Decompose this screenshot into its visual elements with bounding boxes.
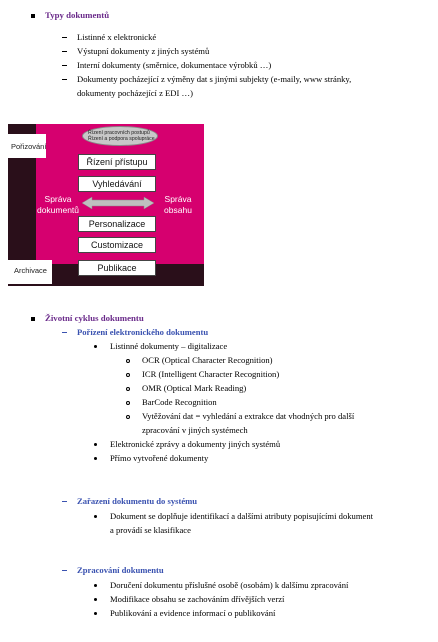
bullet-dot	[94, 515, 97, 518]
label-content-management-1: Správa	[164, 194, 192, 204]
list-item: Publikování a evidence informací o publikování	[110, 608, 276, 618]
bullet-circle	[126, 359, 130, 363]
paragraph-line: Dokument se doplňuje identifikací a dalšími atributy popisujícími dokument	[110, 511, 374, 521]
box-search: Vyhledávání	[78, 176, 156, 192]
dash-marker	[62, 51, 67, 52]
bullet-circle	[126, 415, 130, 419]
list-item: Modifikace obsahu se zachováním dřívějších verzí	[110, 594, 285, 604]
paragraph-line: a provádí se klasifikace	[110, 525, 191, 535]
bullet-dot	[94, 584, 97, 587]
bullet-dot	[94, 457, 97, 460]
dash-marker	[62, 570, 67, 571]
box-customization: Customizace	[78, 237, 156, 253]
box-access-control: Řízení přístupu	[78, 154, 156, 170]
bubble-line-1: Řízení pracovních postupů	[88, 130, 150, 136]
bullet-circle	[126, 373, 130, 377]
box-personalization: Personalizace	[78, 216, 156, 232]
list-item: ICR (Intelligent Character Recognition)	[142, 369, 280, 379]
bullet-circle	[126, 401, 130, 405]
section-title-types: Typy dokumentů	[45, 10, 110, 20]
bullet-dot	[94, 598, 97, 601]
dash-marker	[62, 332, 67, 333]
label-document-management-1: Správa	[44, 194, 72, 204]
label-content-management-2: obsahu	[164, 205, 192, 215]
subsection-title-acquisition: Pořízení elektronického dokumentu	[77, 327, 209, 337]
list-item: OMR (Optical Mark Reading)	[142, 383, 247, 393]
list-item: Vytěžování dat = vyhledání a extrakce dat vhodných pro další	[142, 411, 355, 421]
list-item-continuation: dokumenty pocházející z EDI …)	[77, 88, 193, 98]
bullet-dot	[94, 345, 97, 348]
dash-marker	[62, 501, 67, 502]
subsection-title-classification: Zařazení dokumentu do systému	[77, 496, 198, 506]
list-item: BarCode Recognition	[142, 397, 217, 407]
document-management-diagram	[8, 124, 204, 286]
dash-marker	[62, 65, 67, 66]
list-item: Doručení dokumentu příslušné osobě (osobám) k dalšímu zpracování	[110, 580, 349, 590]
box-publication: Publikace	[78, 260, 156, 276]
list-item-continuation: zpracování v jiných systémech	[142, 425, 248, 435]
list-item: Elektronické zprávy a dokumenty jiných systémů	[110, 439, 281, 449]
dash-marker	[62, 37, 67, 38]
list-item: Listinné dokumenty – digitalizace	[110, 341, 228, 351]
bullet-dot	[94, 443, 97, 446]
dash-marker	[62, 79, 67, 80]
label-document-management-2: dokumentů	[36, 205, 80, 215]
double-arrow-icon	[82, 196, 154, 210]
list-item: Výstupní dokumenty z jiných systémů	[77, 46, 210, 56]
list-item: Listinné x elektronické	[77, 32, 157, 42]
list-item: Interní dokumenty (směrnice, dokumentace výrobků …)	[77, 60, 272, 70]
bullet-square	[31, 317, 35, 321]
section-title-lifecycle: Životní cyklus dokumentu	[45, 313, 144, 323]
subsection-title-processing: Zpracování dokumentu	[77, 565, 164, 575]
list-item: OCR (Optical Character Recognition)	[142, 355, 273, 365]
list-item: Přímo vytvořené dokumenty	[110, 453, 209, 463]
bullet-dot	[94, 612, 97, 615]
bullet-circle	[126, 387, 130, 391]
list-item: Dokumenty pocházející z výměny dat s jinými subjekty (e-maily, www stránky,	[77, 74, 352, 84]
label-acquisition: Pořizování	[11, 142, 47, 151]
label-archiving: Archivace	[14, 266, 47, 275]
bullet-square	[31, 14, 35, 18]
bubble-line-2: Řízení a podpora spolupráce	[88, 136, 155, 142]
